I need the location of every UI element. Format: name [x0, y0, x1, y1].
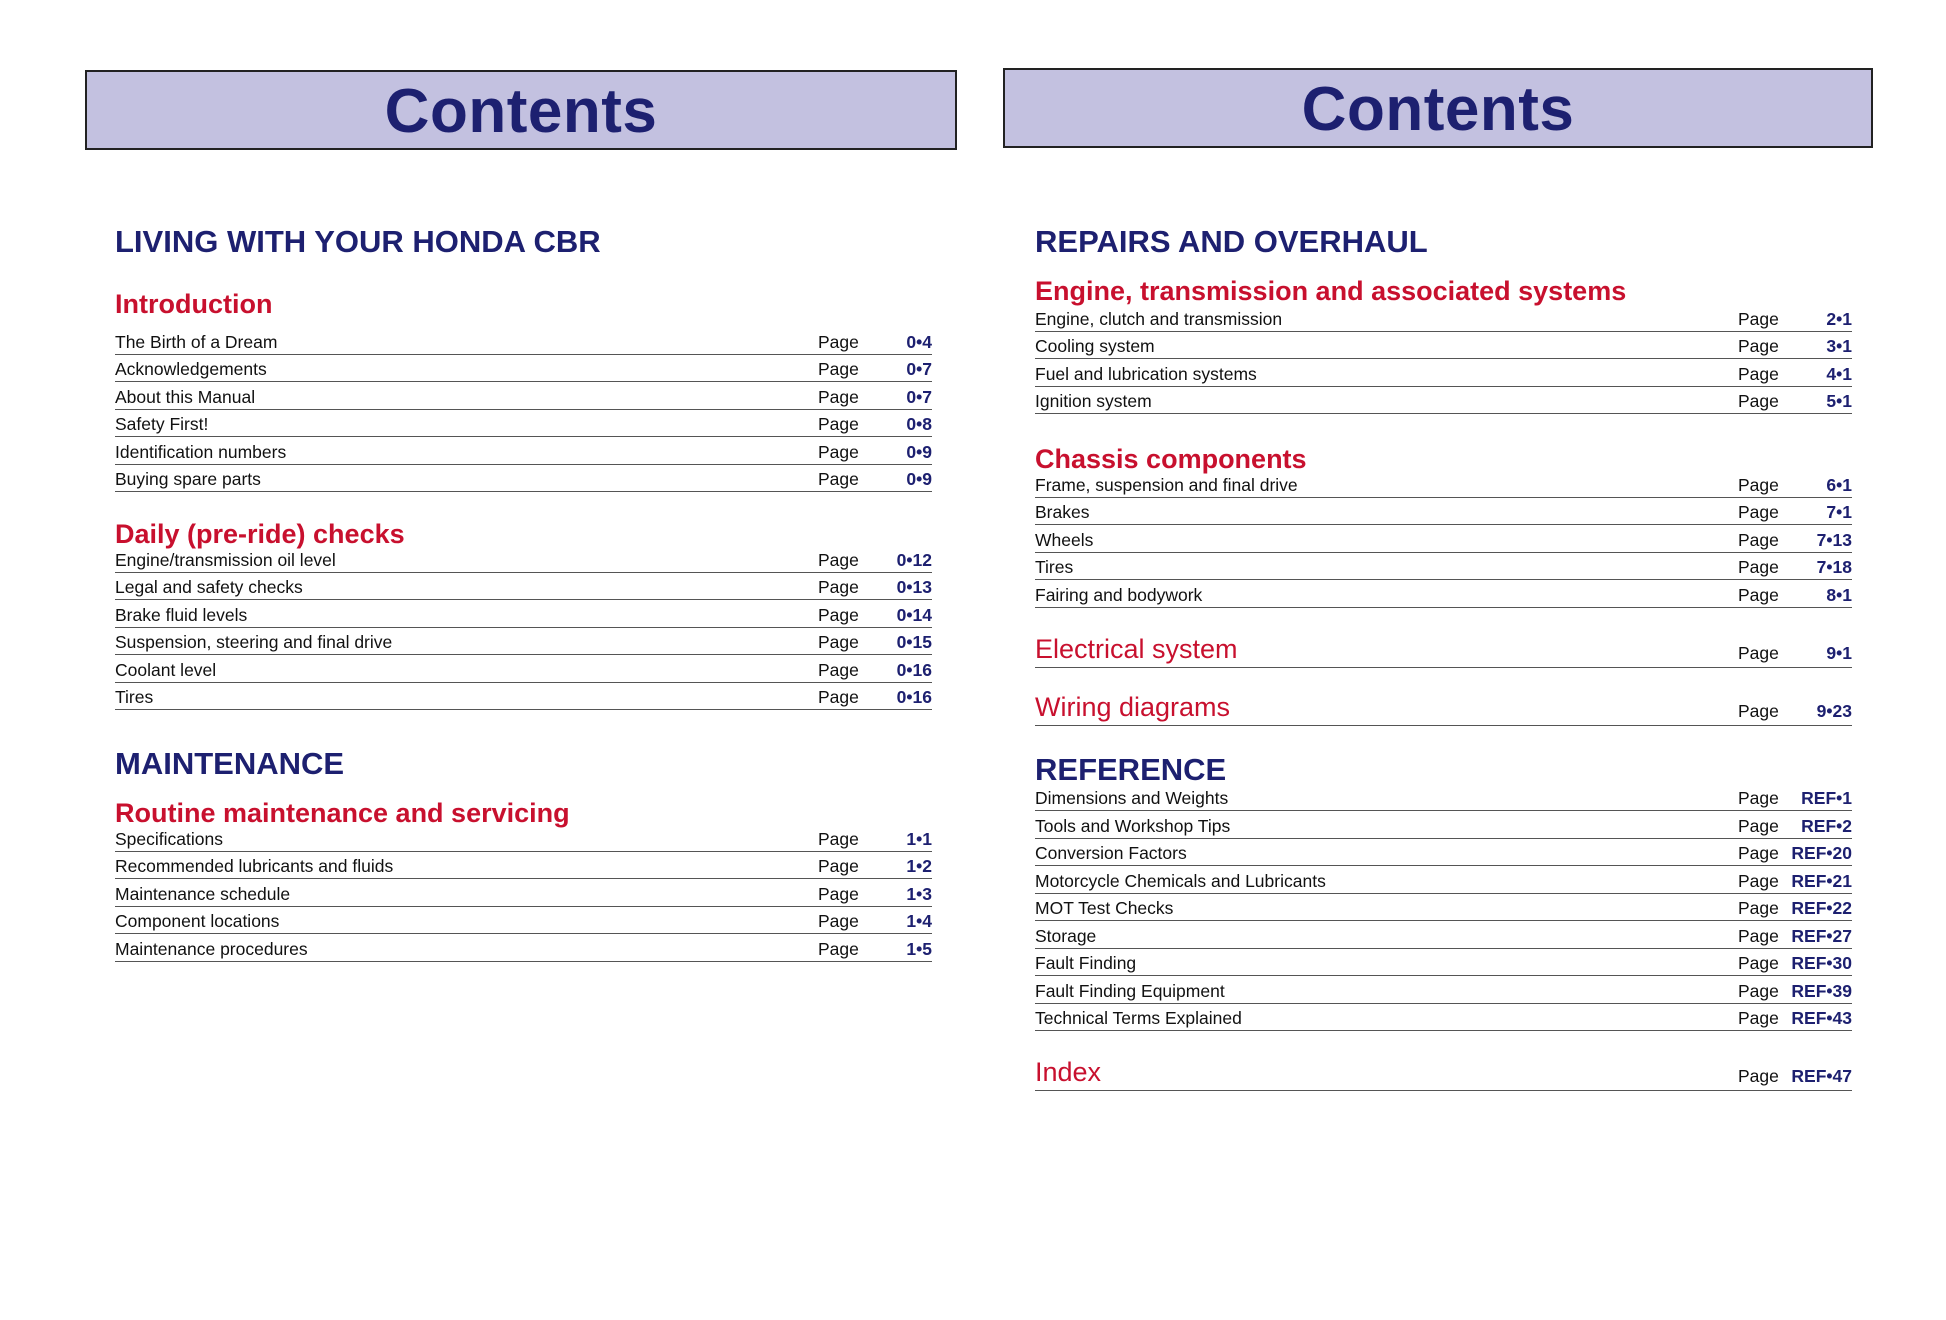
page-number: 1•3: [906, 883, 932, 904]
contents-banner-right: [1003, 68, 1873, 148]
entry-label: Specifications: [115, 828, 223, 849]
entry-label: Legal and safety checks: [115, 577, 303, 597]
page-word: Page: [818, 687, 859, 707]
section-title-chassis: Chassis components: [1035, 444, 1307, 474]
entry-label: Tools and Workshop Tips: [1035, 815, 1231, 836]
toc-entry[interactable]: [1035, 498, 1852, 526]
entry-label: Storage: [1035, 925, 1097, 946]
entry-label: Conversion Factors: [1035, 843, 1187, 863]
page-number: 0•9: [906, 441, 932, 462]
page-word: Page: [1738, 557, 1779, 577]
toc-entry[interactable]: [1035, 976, 1852, 1004]
toc-entry[interactable]: [1035, 332, 1852, 360]
toc-entry[interactable]: [115, 655, 932, 683]
entry-label: Brake fluid levels: [115, 604, 248, 625]
toc-entry[interactable]: [1035, 784, 1852, 812]
entry-label: Maintenance procedures: [115, 938, 308, 959]
page-word: Page: [1738, 925, 1779, 946]
list-reference: [1035, 784, 1852, 1032]
page-word: Page: [818, 632, 859, 652]
contents-banner-left: [85, 70, 957, 150]
part-title-maintenance: MAINTENANCE: [115, 746, 345, 781]
page-word: Page: [1738, 1008, 1779, 1028]
section-title-daily-checks: Daily (pre-ride) checks: [115, 519, 405, 549]
entry-label: Maintenance schedule: [115, 883, 291, 904]
page-word: Page: [1738, 1066, 1779, 1086]
page-number: 0•14: [896, 604, 932, 625]
entry-label: MOT Test Checks: [1035, 898, 1174, 918]
toc-entry[interactable]: [115, 824, 932, 852]
page-number: 1•5: [906, 938, 932, 959]
entry-label: Tires: [1035, 557, 1074, 577]
page-number: REF•39: [1791, 980, 1852, 1001]
toc-entry[interactable]: [115, 327, 932, 355]
page-number: REF•30: [1791, 953, 1852, 973]
toc-entry[interactable]: [115, 355, 932, 383]
entry-label: Cooling system: [1035, 336, 1155, 356]
page-word: Page: [1738, 788, 1779, 808]
page-number: REF•43: [1791, 1008, 1852, 1028]
section-title-introduction: Introduction: [115, 289, 273, 319]
page-word: Page: [1738, 474, 1779, 495]
entry-label: Engine, clutch and transmission: [1035, 308, 1283, 329]
toc-right: [1035, 222, 1852, 1091]
page-word: Page: [818, 549, 859, 570]
toc-entry[interactable]: [115, 934, 932, 962]
part-title-repairs: REPAIRS AND OVERHAUL: [1035, 224, 1428, 259]
entry-label: Component locations: [115, 911, 280, 931]
entry-label: Dimensions and Weights: [1035, 788, 1229, 808]
toc-entry[interactable]: [115, 382, 932, 410]
page-word: Page: [1738, 843, 1779, 863]
entry-label: Electrical system: [1035, 633, 1238, 664]
entry-label: Fault Finding Equipment: [1035, 980, 1225, 1001]
page-number: REF•2: [1801, 815, 1852, 836]
toc-entry[interactable]: [1035, 387, 1852, 415]
toc-entry[interactable]: [1035, 304, 1852, 332]
entry-label: Fault Finding: [1035, 953, 1137, 973]
entry-label: The Birth of a Dream: [115, 331, 278, 352]
page-word: Page: [1738, 529, 1779, 550]
page-number: REF•22: [1791, 898, 1852, 918]
toc-entry[interactable]: [1035, 921, 1852, 949]
toc-entry[interactable]: [1035, 553, 1852, 581]
page-word: Page: [1738, 391, 1779, 411]
page-word: Page: [818, 883, 859, 904]
entry-label: Ignition system: [1035, 391, 1152, 411]
page-number: 0•16: [896, 659, 932, 680]
page-number: REF•27: [1791, 925, 1852, 946]
entry-label: Wheels: [1035, 529, 1094, 550]
page-number: 1•2: [906, 856, 932, 876]
page-number: REF•47: [1791, 1066, 1852, 1086]
page-number: 8•1: [1826, 584, 1852, 605]
page-word: Page: [1738, 980, 1779, 1001]
banner-title: Contents: [1301, 74, 1575, 144]
page-number: 1•4: [906, 911, 932, 931]
entry-label: Frame, suspension and final drive: [1035, 474, 1298, 495]
page-number: 2•1: [1826, 308, 1852, 329]
page-word: Page: [1738, 898, 1779, 918]
page-number: 0•7: [906, 359, 932, 379]
toc-entry[interactable]: [115, 437, 932, 465]
page-number: 0•9: [906, 469, 932, 489]
banner-title: Contents: [384, 76, 658, 146]
entry-label: Acknowledgements: [115, 359, 267, 379]
list-daily-checks: [115, 545, 932, 710]
page-number: 7•13: [1816, 529, 1852, 550]
page-word: Page: [818, 856, 859, 876]
toc-entry[interactable]: [1035, 811, 1852, 839]
page-word: Page: [1738, 363, 1779, 384]
page-word: Page: [1738, 870, 1779, 891]
list-engine: [1035, 304, 1852, 414]
entry-label: Motorcycle Chemicals and Lubricants: [1035, 870, 1326, 891]
entry-label: Suspension, steering and final drive: [115, 632, 393, 652]
section-title-routine: Routine maintenance and servicing: [115, 798, 570, 828]
page-word: Page: [818, 659, 859, 680]
toc-entry[interactable]: [1035, 580, 1852, 608]
page-number: 1•1: [906, 828, 932, 849]
page-number: 7•18: [1816, 557, 1852, 577]
toc-entry-index[interactable]: [1035, 1053, 1852, 1091]
entry-label: Brakes: [1035, 502, 1090, 522]
entry-label: Tires: [115, 687, 154, 707]
entry-label: Coolant level: [115, 659, 217, 680]
page-word: Page: [818, 577, 859, 597]
entry-label: Buying spare parts: [115, 469, 261, 489]
page-word: Page: [1738, 584, 1779, 605]
toc-entry[interactable]: [115, 573, 932, 601]
page-word: Page: [1738, 953, 1779, 973]
page-number: 9•1: [1826, 642, 1852, 663]
entry-label: Identification numbers: [115, 441, 287, 462]
toc-entry[interactable]: [1035, 1004, 1852, 1032]
page-word: Page: [818, 331, 859, 352]
page-word: Page: [818, 604, 859, 625]
toc-entry[interactable]: [1035, 839, 1852, 867]
section-title-engine: Engine, transmission and associated systems: [1035, 276, 1627, 306]
page-number: 3•1: [1826, 336, 1852, 356]
toc-entry[interactable]: [1035, 894, 1852, 922]
page-number: 0•12: [896, 549, 932, 570]
toc-entry-wiring[interactable]: [1035, 688, 1852, 726]
page-number: 0•8: [906, 414, 932, 434]
page-word: Page: [818, 441, 859, 462]
list-chassis: [1035, 470, 1852, 608]
toc-entry[interactable]: [1035, 866, 1852, 894]
page-number: 9•23: [1816, 700, 1852, 721]
page-number: 4•1: [1826, 363, 1852, 384]
page-word: Page: [1738, 642, 1779, 663]
page-number: 0•4: [906, 331, 932, 352]
toc-entry[interactable]: [115, 628, 932, 656]
toc-entry[interactable]: [1035, 949, 1852, 977]
page-word: Page: [1738, 700, 1779, 721]
toc-entry[interactable]: [1035, 470, 1852, 498]
page-number: REF•20: [1791, 843, 1852, 863]
part-title-reference: REFERENCE: [1035, 751, 1227, 787]
toc-entry[interactable]: [115, 600, 932, 628]
page-word: Page: [1738, 815, 1779, 836]
page-word: Page: [1738, 502, 1779, 522]
entry-label: Fairing and bodywork: [1035, 584, 1203, 605]
toc-entry[interactable]: [115, 879, 932, 907]
page-word: Page: [818, 828, 859, 849]
page-number: 7•1: [1826, 502, 1852, 522]
entry-label: Technical Terms Explained: [1035, 1008, 1242, 1028]
page-number: 0•16: [896, 687, 932, 707]
list-introduction: [115, 327, 932, 492]
entry-label: Fuel and lubrication systems: [1035, 363, 1257, 384]
entry-label: Index: [1035, 1057, 1102, 1087]
toc-entry[interactable]: [115, 907, 932, 935]
toc-entry[interactable]: [1035, 359, 1852, 387]
page-number: REF•1: [1801, 788, 1852, 808]
entry-label: About this Manual: [115, 386, 256, 407]
page-word: Page: [818, 386, 859, 407]
page-word: Page: [818, 414, 859, 434]
page-number: REF•21: [1791, 870, 1852, 891]
page-number: 5•1: [1826, 391, 1852, 411]
toc-left: [115, 222, 932, 962]
part-title-living: LIVING WITH YOUR HONDA CBR: [115, 224, 601, 259]
toc-entry[interactable]: [115, 410, 932, 438]
entry-label: Engine/transmission oil level: [115, 549, 336, 570]
toc-entry[interactable]: [115, 545, 932, 573]
page-number: 0•15: [896, 632, 932, 652]
list-routine: [115, 824, 932, 962]
entry-label: Recommended lubricants and fluids: [115, 856, 394, 876]
toc-entry[interactable]: [115, 465, 932, 493]
page-word: Page: [818, 938, 859, 959]
page-word: Page: [818, 911, 859, 931]
page-word: Page: [1738, 308, 1779, 329]
toc-entry[interactable]: [1035, 525, 1852, 553]
toc-entry-electrical[interactable]: [1035, 630, 1852, 668]
toc-entry[interactable]: [115, 852, 932, 880]
page-word: Page: [1738, 336, 1779, 356]
entry-label: Safety First!: [115, 414, 209, 434]
page-number: 0•13: [896, 577, 932, 597]
page-number: 0•7: [906, 386, 932, 407]
page-word: Page: [818, 359, 859, 379]
page-number: 6•1: [1826, 474, 1852, 495]
toc-entry[interactable]: [115, 683, 932, 711]
page-word: Page: [818, 469, 859, 489]
entry-label: Wiring diagrams: [1035, 691, 1231, 722]
